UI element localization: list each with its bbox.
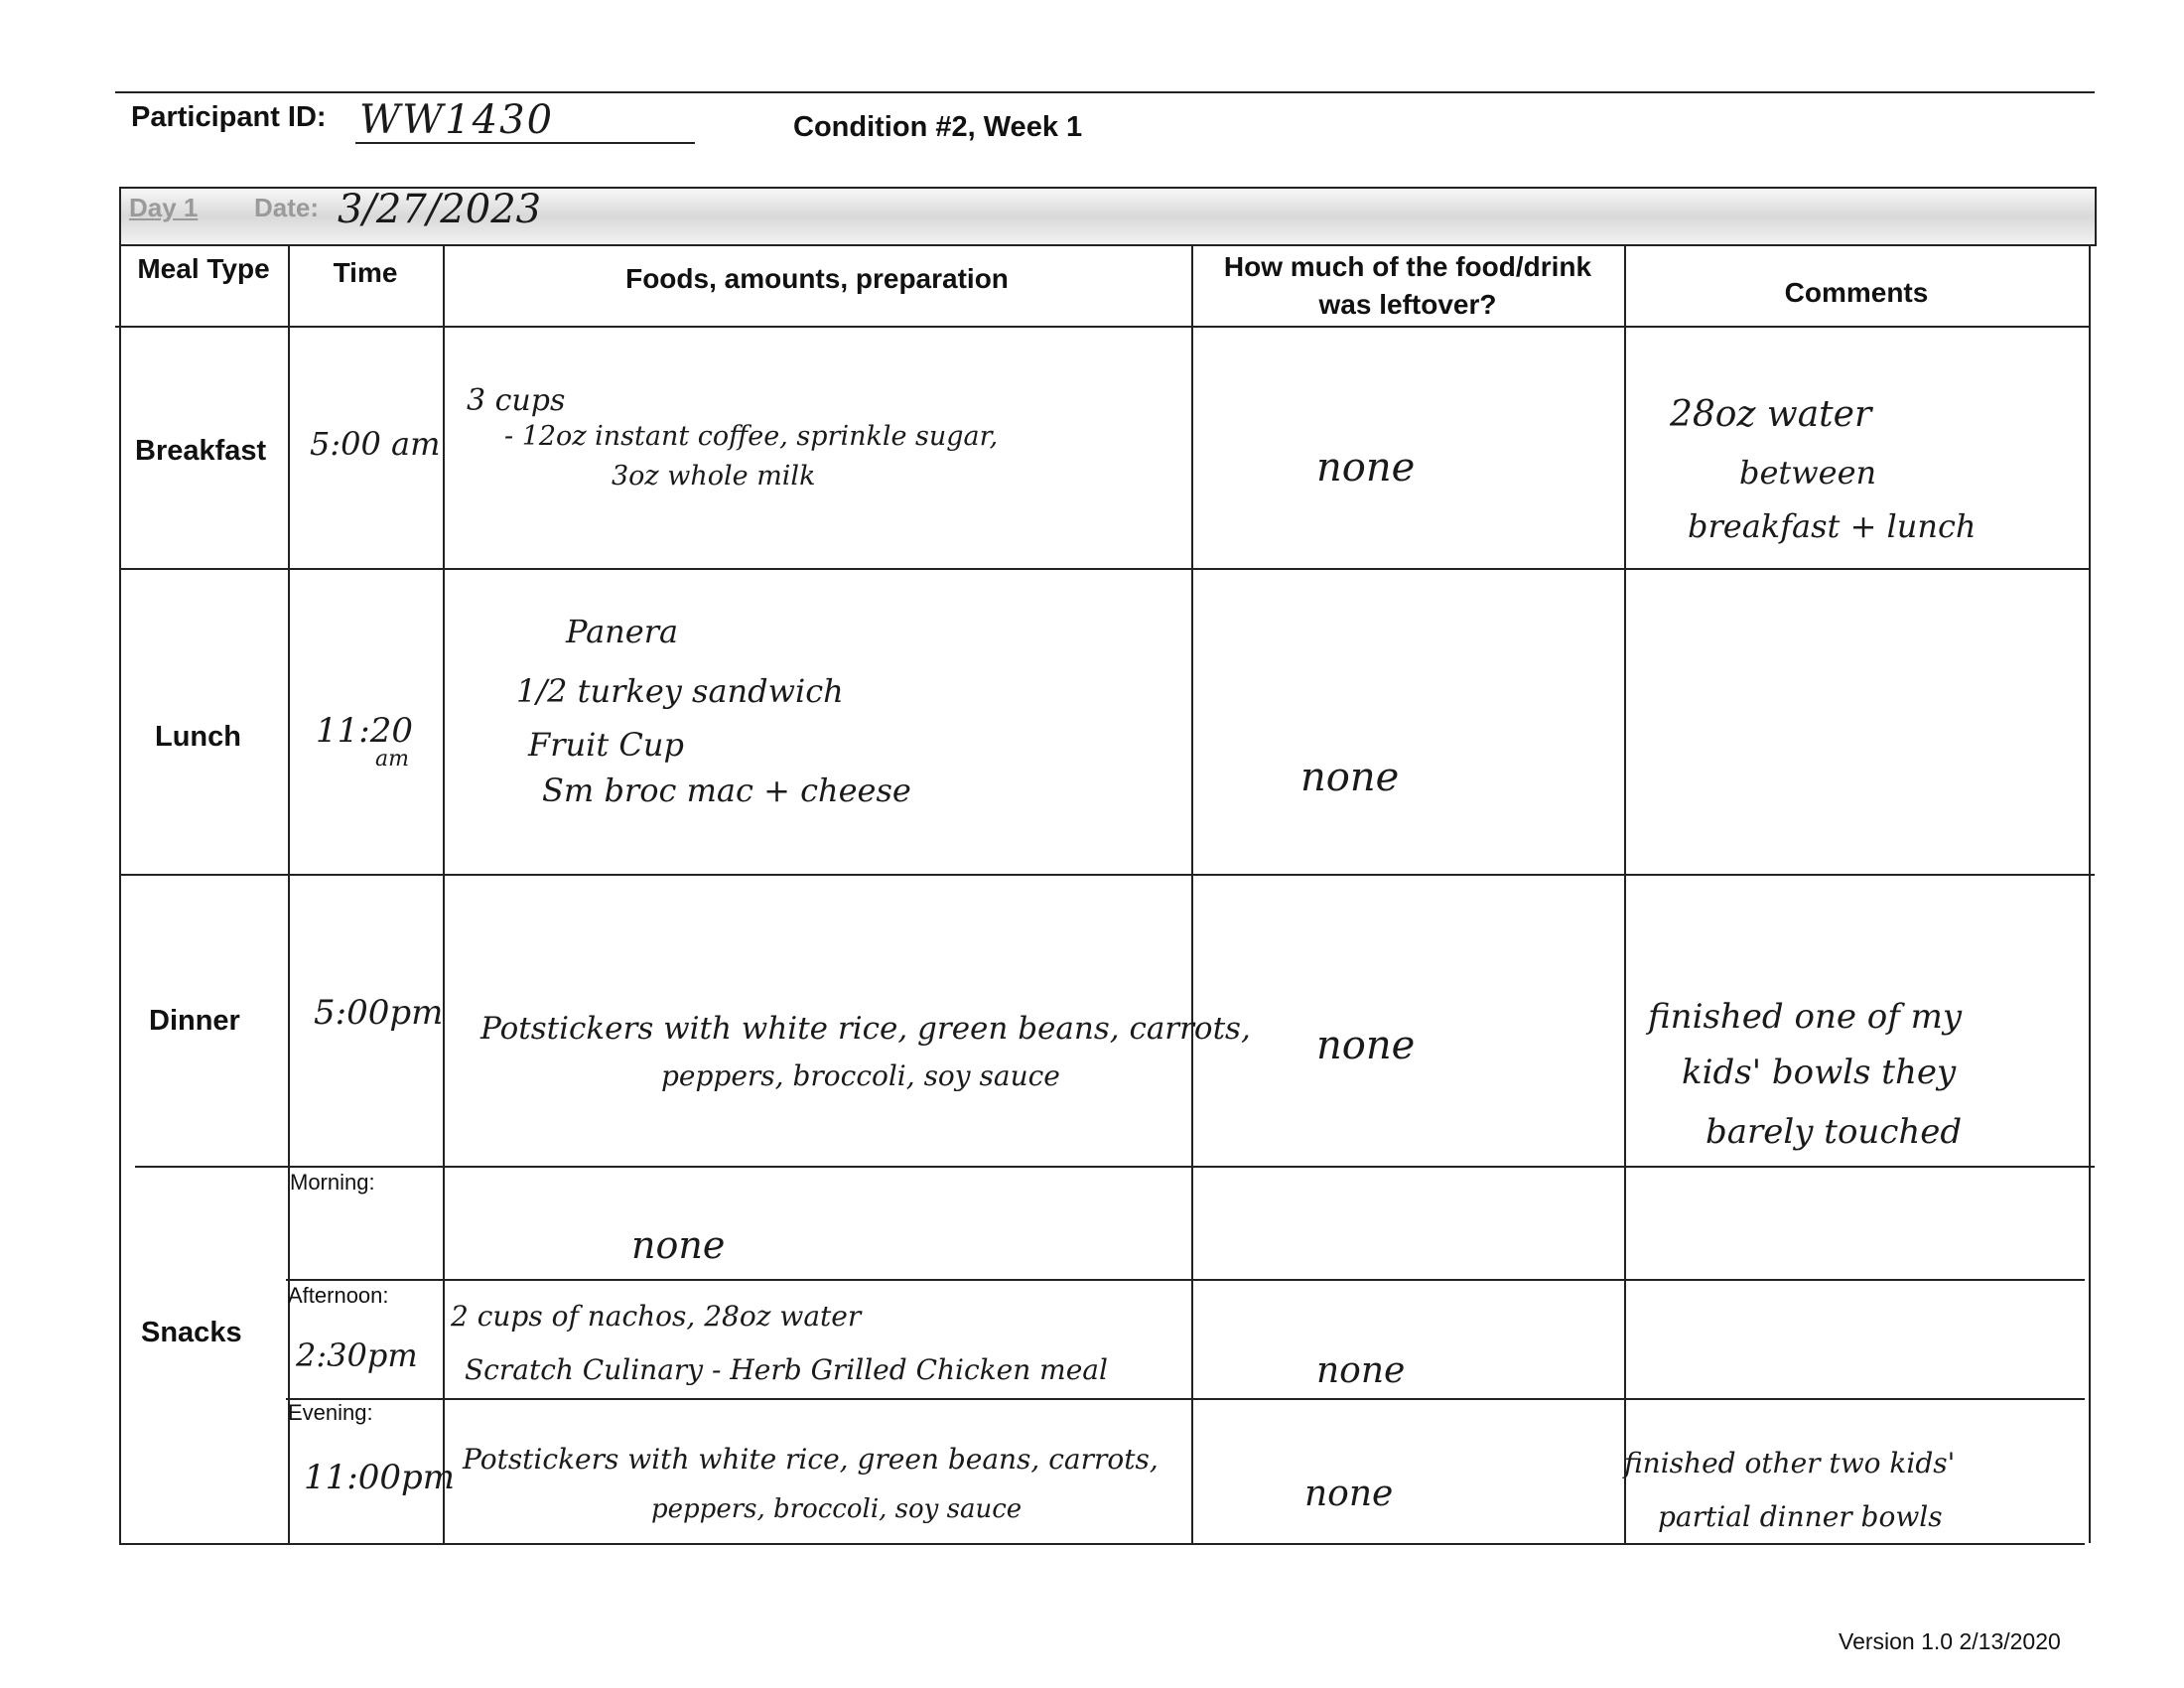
breakfast-time: 5:00 am (310, 425, 441, 463)
morning-bottom-line (286, 1279, 2085, 1281)
dinner-leftover: none (1316, 1023, 1416, 1068)
snack-afternoon-label: Afternoon: (288, 1283, 389, 1308)
breakfast-bottom-line (119, 568, 2091, 570)
col-header-time: Time (333, 257, 398, 288)
dinner-comment-line2: kids' bowls they (1682, 1053, 1957, 1092)
breakfast-food-line3: 3oz whole milk (612, 461, 816, 492)
participant-id-label: Participant ID: (131, 101, 327, 133)
participant-id-underline (355, 142, 695, 144)
col-header-leftover-line2: was leftover? (1318, 289, 1497, 320)
snack-morning-label: Morning: (290, 1170, 375, 1195)
snack-afternoon-food-line1: 2 cups of nachos, 28oz water (451, 1300, 862, 1333)
lunch-time-line2: am (375, 747, 409, 772)
meal-type-dinner: Dinner (149, 1005, 240, 1037)
col-header-meal-type: Meal Type (137, 253, 270, 284)
snack-evening-label: Evening: (288, 1400, 373, 1425)
breakfast-comment-line3: breakfast + lunch (1688, 507, 1977, 545)
date-value: 3/27/2023 (338, 187, 542, 232)
breakfast-food-line2: - 12oz instant coffee, sprinkle sugar, (504, 421, 999, 452)
foods-col-left-line (443, 244, 445, 1543)
meal-type-snacks: Snacks (141, 1317, 242, 1348)
snack-morning-food: none (631, 1223, 726, 1267)
header-bottom-line (115, 326, 2091, 328)
snack-evening-food-line2: peppers, broccoli, soy sauce (651, 1494, 1023, 1524)
participant-id-value: WW1430 (359, 97, 555, 143)
dinner-food-line2: peppers, broccoli, soy sauce (661, 1059, 1060, 1092)
col-header-leftover (1193, 248, 1622, 324)
afternoon-bottom-line (286, 1398, 2085, 1400)
snack-evening-food-line1: Potstickers with white rice, green beans, carrots, (463, 1443, 1159, 1476)
lunch-leftover: none (1300, 755, 1400, 800)
snack-evening-comment-line2: partial dinner bowls (1658, 1500, 1943, 1533)
breakfast-comment-line2: between (1739, 454, 1877, 492)
lunch-food-line4: Sm broc mac + cheese (542, 772, 911, 809)
snack-afternoon-food-line2: Scratch Culinary - Herb Grilled Chicken meal (465, 1353, 1108, 1386)
date-label: Date: (254, 193, 320, 222)
snack-afternoon-time: 2:30pm (296, 1336, 418, 1374)
comments-col-left-line (1624, 244, 1626, 1543)
snack-evening-comment-line1: finished other two kids' (1624, 1447, 1956, 1479)
breakfast-comment-line1: 28oz water (1670, 394, 1872, 435)
table-left-line (119, 244, 121, 1543)
table-top-line (119, 244, 2091, 246)
meal-type-breakfast: Breakfast (135, 435, 267, 467)
snack-evening-time: 11:00pm (304, 1458, 455, 1497)
version-footer: Version 1.0 2/13/2020 (1839, 1628, 2061, 1654)
dinner-comment-line3: barely touched (1706, 1112, 1963, 1152)
leftover-col-left-line (1191, 244, 1193, 1543)
snack-afternoon-leftover: none (1316, 1350, 1406, 1391)
col-header-foods: Foods, amounts, preparation (625, 263, 1009, 294)
lunch-time-line1: 11:20 (316, 711, 413, 751)
table-bottom-line (119, 1543, 2085, 1545)
breakfast-leftover: none (1316, 445, 1416, 491)
lunch-bottom-line (119, 874, 2095, 876)
lunch-food-line3: Fruit Cup (528, 726, 684, 764)
condition-label: Condition #2, Week 1 (793, 111, 1083, 143)
dinner-bottom-line (135, 1166, 2095, 1168)
snack-evening-leftover: none (1304, 1474, 1394, 1514)
col-header-comments: Comments (1784, 277, 1929, 308)
day-label: Day 1 (129, 193, 199, 222)
table-right-line (2089, 244, 2091, 1543)
meal-type-lunch: Lunch (155, 721, 241, 753)
time-col-left-line (288, 244, 290, 1543)
col-header-leftover-line1: How much of the food/drink (1223, 251, 1592, 282)
dinner-time: 5:00pm (314, 993, 444, 1033)
header-rule (115, 91, 2095, 93)
breakfast-food-line1: 3 cups (467, 383, 566, 418)
lunch-food-line2: 1/2 turkey sandwich (516, 672, 844, 710)
dinner-comment-line1: finished one of my (1648, 997, 1963, 1037)
dinner-food-line1: Potstickers with white rice, green beans, carrots, (480, 1011, 1251, 1047)
lunch-food-line1: Panera (566, 613, 679, 650)
